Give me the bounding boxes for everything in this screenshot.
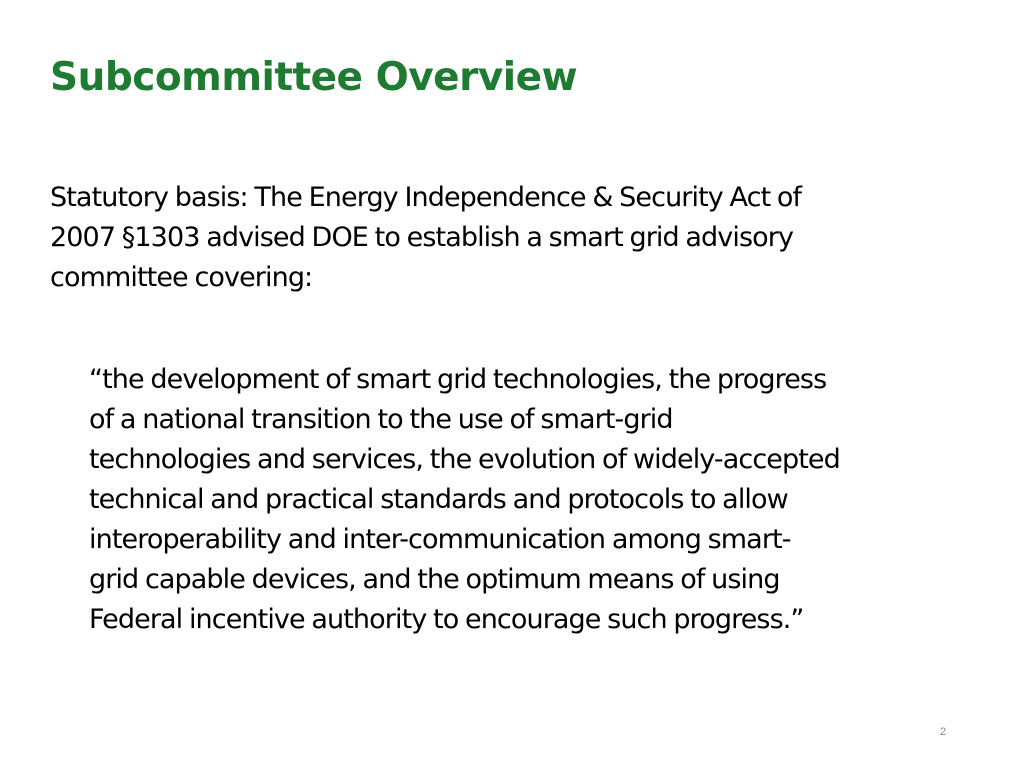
quote-line: grid capable devices, and the optimum means of using [89,564,780,595]
statute-quote-paragraph [89,360,999,640]
quote-line: of a national transition to the use of smart-grid [89,404,673,435]
statutory-basis-paragraph [50,178,980,298]
statutory-line: Statutory basis: The Energy Independence & Security Act of [50,182,802,213]
quote-line: technical and practical standards and protocols to allow [89,484,788,515]
quote-line: technologies and services, the evolution of widely-accepted [89,444,840,475]
quote-line: Federal incentive authority to encourage such progress.” [89,604,804,635]
statutory-line: committee covering: [50,262,313,293]
quote-line: “the development of smart grid technologies, the progress [89,364,827,395]
statutory-line: 2007 §1303 advised DOE to establish a smart grid advisory [50,222,794,253]
page-number: 2 [939,726,947,738]
slide-title: Subcommittee Overview [50,55,578,100]
quote-line: interoperability and inter-communication among smart- [89,524,791,555]
